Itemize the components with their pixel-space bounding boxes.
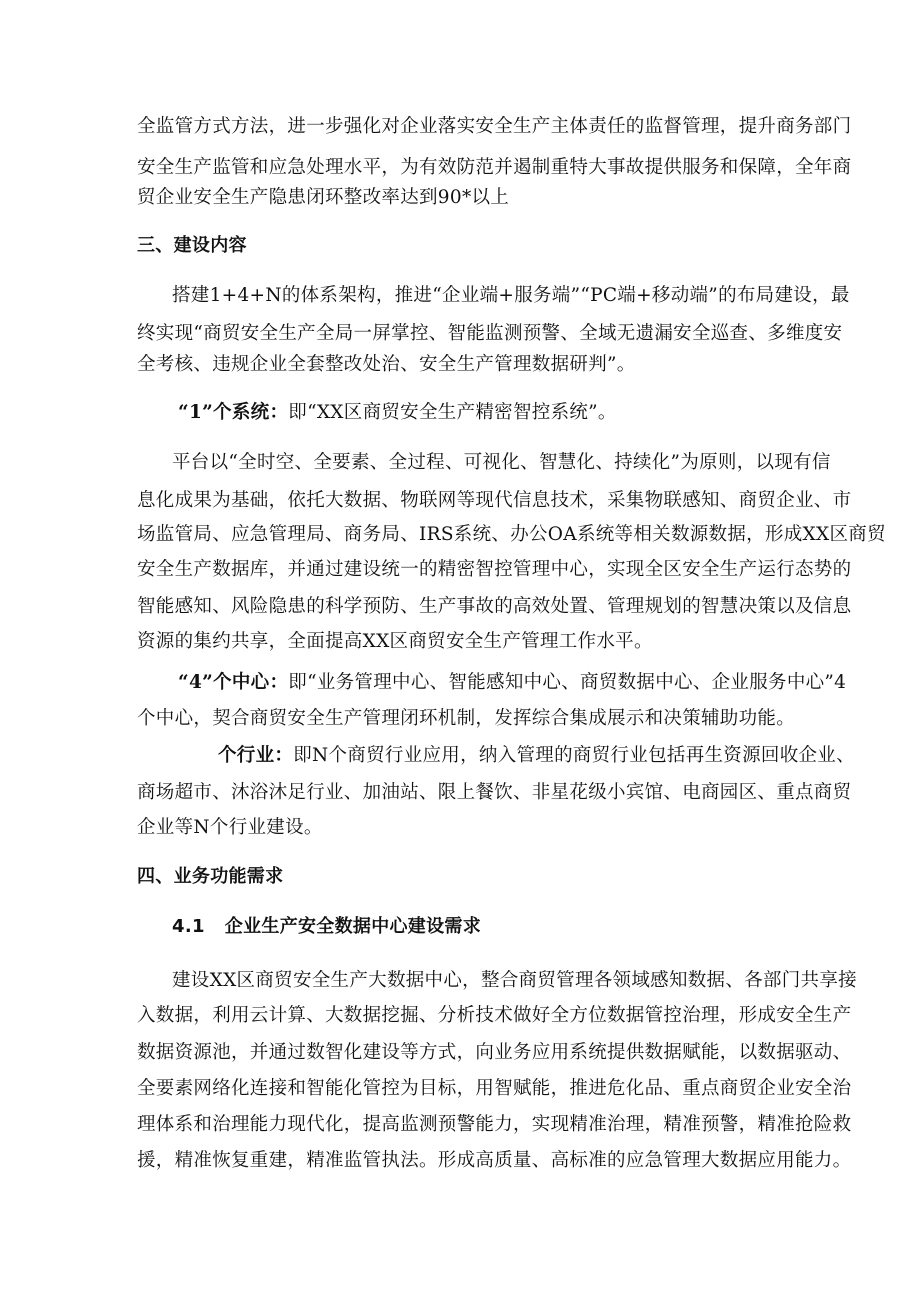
system-1-label: “1”个系统：: [178, 402, 289, 423]
industry-n-line: [218, 743, 855, 769]
centers-4-label: “4”个中心：: [178, 672, 289, 693]
section-4-para-line-3: 数据资源池，并通过数智化建设等方式，向业务应用系统提供数据赋能，以数据驱动、: [137, 1042, 852, 1063]
industry-n-cont-1: 商场超市、沐浴沐足行业、加油站、限上餐饮、非星花级小宾馆、电商园区、重点商贸: [137, 782, 852, 803]
intro-line-3: 贸企业安全生产隐患闭环整改率达到90*以上: [137, 187, 510, 208]
subsection-4-1-heading: [172, 914, 481, 940]
intro-line-1: 全监管方式方法，进一步强化对企业落实安全生产主体责任的监督管理，提升商务部门: [137, 116, 852, 137]
section-3-para2-line-5: 智能感知、风险隐患的科学预防、生产事故的高效处置、管理规划的智慧决策以及信息: [137, 596, 852, 617]
section-4-para-line-5: 理体系和治理能力现代化，提高监测预警能力，实现精准治理，精准预警，精准抢险救: [137, 1114, 852, 1135]
intro-line-2: 安全生产监管和应急处理水平，为有效防范并遏制重特大事故提供服务和保障，全年商: [137, 157, 852, 178]
section-4-para-line-4: 全要素网络化连接和智能化管控为目标，用智赋能，推进危化品、重点商贸企业安全治: [137, 1078, 852, 1099]
subsection-4-1-title: 企业生产安全数据中心建设需求: [224, 916, 481, 937]
section-3-para2-line-4: 安全生产数据库，并通过建设统一的精密智控管理中心，实现全区安全生产运行态势的: [137, 559, 852, 580]
section-3-para2-line-6: 资源的集约共享，全面提高XX区商贸安全生产管理工作水平。: [137, 631, 653, 652]
centers-4-text: 即“业务管理中心、智能感知中心、商贸数据中心、企业服务中心”4: [288, 672, 847, 693]
section-4-para-line-2: 入数据，利用云计算、大数据挖掘、分析技术做好全方位数据管控治理，形成安全生产: [137, 1005, 852, 1026]
section-3-para1-line-2: 终实现“商贸安全生产全局一屏掌控、智能监测预警、全域无遗漏安全巡查、多维度安: [137, 323, 843, 344]
section-4-para-line-1: 建设XX区商贸安全生产大数据中心，整合商贸管理各领域感知数据、各部门共享接: [172, 970, 857, 991]
section-3-para1-line-3: 全考核、违规企业全套整改处治、安全生产管理数据研判”。: [137, 354, 636, 375]
section-3-para2-line-1: 平台以“全时空、全要素、全过程、可视化、智慧化、持续化”为原则，以现有信: [172, 452, 831, 473]
system-1-text: 即“XX区商贸安全生产精密智控系统”。: [288, 402, 617, 423]
industry-n-cont-2: 企业等N个行业建设。: [137, 817, 323, 838]
industry-n-label: 个行业：: [218, 745, 294, 766]
section-3-para1-line-1: 搭建1+4+N的体系架构，推进“企业端+服务端”“PC端+移动端”的布局建设，最: [172, 285, 850, 306]
centers-4-cont: 个中心，契合商贸安全生产管理闭环机制，发挥综合集成展示和决策辅助功能。: [137, 708, 796, 729]
section-4-para-line-6: 援，精准恢复重建，精准监管执法。形成高质量、高标准的应急管理大数据应用能力。: [137, 1150, 852, 1171]
section-3-heading: 三、建设内容: [137, 235, 247, 256]
centers-4-line: [178, 670, 846, 696]
section-4-heading: 四、业务功能需求: [137, 866, 284, 887]
industry-n-text: 即N个商贸行业应用，纳入管理的商贸行业包括再生资源回收企业、: [293, 745, 855, 766]
section-3-para2-line-2: 息化成果为基础，依托大数据、物联网等现代信息技术，采集物联感知、商贸企业、市: [137, 490, 852, 511]
system-1-line: [178, 400, 617, 426]
section-3-para2-line-3: 场监管局、应急管理局、商务局、IRS系统、办公OA系统等相关数源数据，形成XX区商贸: [137, 524, 886, 545]
subsection-4-1-number: 4.1: [172, 916, 205, 937]
